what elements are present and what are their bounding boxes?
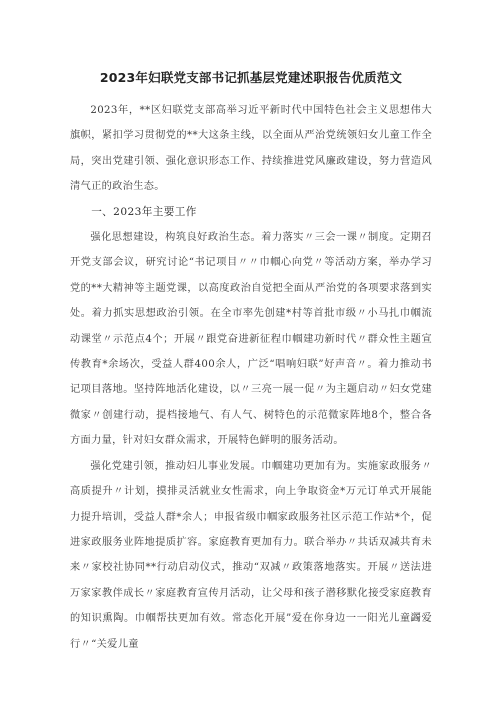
paragraph-ideological-building: 强化思想建设，构筑良好政治生态。着力落实〃三会一课〃制度。定期召开党支部会议，研究讨论“书记项目〃〃巾帼心向党〃等活动方案，举办学习党的**大精神等主题党课，以高度政治自觉把全面从严治党的各项要求落到实处。着力抓实思想政治引领。在全市率先创建*村等首批市级〃小马扎巾帼流动课堂〃示范点4个；开展〃跟党奋进新征程巾帼建功新时代〃群众性主题宣传教育*余场次，受益人群400余人，广泛“唱响妇联”好声音〃。着力推动书记项目落地。坚持阵地活化建设，以〃三亮一展一促〃为主题启动〃妇女党建微家〃创建行动，提档接地气、有人气、树特色的示范微家阵地8个，整合各方面力量，针对妇女群众需求，开展特色鲜明的服务活动。 bbox=[70, 232, 432, 447]
intro-paragraph: 2023年，**区妇联党支部高举习近平新时代中国特色社会主义思想伟大旗帜，紧扣学习贯彻党的**大这条主线，以全面从严治党统领妇女儿童工作全局，突出党建引领、强化意识形态工作、持续推进党风廉政建设，努力营造风清气正的政治生态。 bbox=[70, 105, 432, 193]
document-title: 2023年妇联党支部书记抓基层党建述职报告优质范文 bbox=[99, 70, 403, 85]
paragraph-party-leadership: 强化党建引领，推动妇儿事业发展。巾帼建功更加有为。实施家政服务〃高质提升〃计划，摸排灵活就业女性需求，向上争取资金*万元订单式开展能力提升培训，受益人群*余人；申报省级巾帼家政服务社区示范工作站*个，促进家政服务业阵地提质扩容。家庭教育更加有力。联合举办〃共话双减共育未来〃家校社协同**行动启动仪式，推动“双减〃政策落地落实。开展〃送法进万家家教伴成长〃家庭教育宣传月活动，让父母和孩子潜移默化接受家庭教育的知识熏陶。巾帼帮扶更加有效。常态化开展”爱在你身边一一阳光儿童蠲爱行〃“关爱儿童 bbox=[70, 460, 432, 650]
section-heading-main-work: 一、2023年主要工作 bbox=[91, 205, 197, 218]
